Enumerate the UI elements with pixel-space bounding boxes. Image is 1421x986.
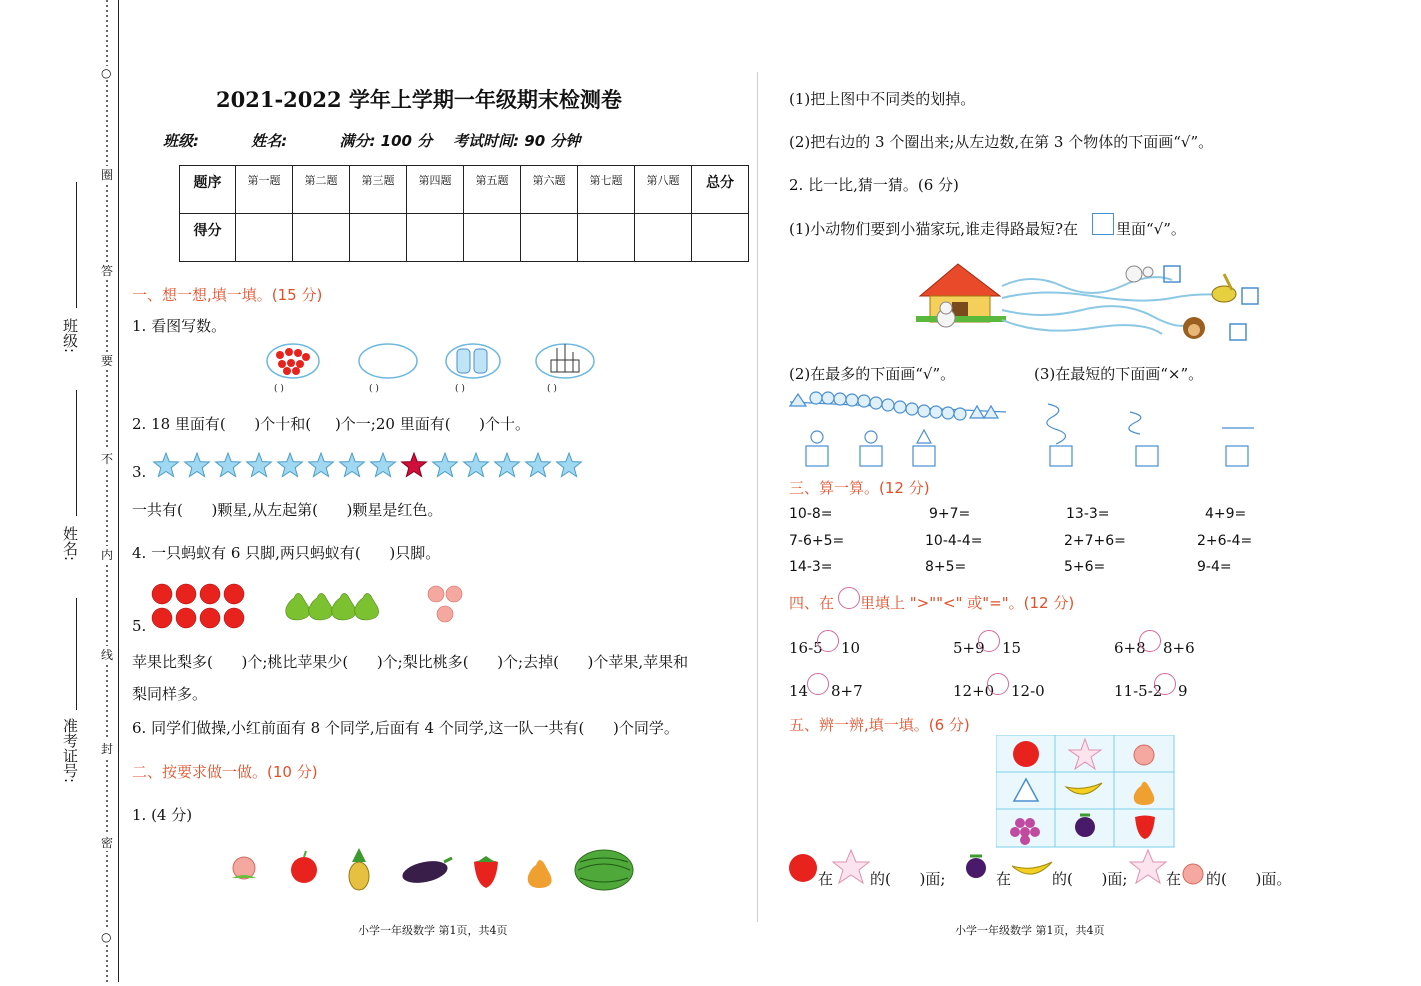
score-input-cell[interactable] [350,214,407,262]
star-icon [1130,850,1166,883]
compare-circle[interactable] [817,630,839,652]
binding-margin-char: 封 [101,742,114,756]
compare-left: 11-5-2 [1114,682,1163,700]
blank-1[interactable]: ( ) [274,384,284,394]
calc-item[interactable]: 2+7+6= [1064,533,1126,549]
id-label: 准考证号: [61,718,79,784]
question-1-5-number: 5. [132,617,147,635]
score-cell: 第一题 [236,166,293,214]
score-input-cell[interactable] [236,214,293,262]
score-cell: 第七题 [578,166,635,214]
star-icon [371,453,396,477]
class-label: 班级: [61,318,79,354]
binding-margin-char: ○ [101,66,112,80]
bead-string-icon [790,392,1006,420]
monkey-icon [1183,317,1205,339]
peach-group-icon [428,586,462,622]
star-icon [340,453,365,477]
answer-box-giraffe [1242,288,1258,304]
eggplant-icon [966,856,986,878]
pear-icon [528,860,552,888]
squiggle-lines-icon [1047,404,1254,466]
score-input-cell[interactable] [578,214,635,262]
star-icon [464,453,489,477]
answer-box[interactable] [1092,213,1114,235]
score-cell: 题序 [180,166,236,214]
id-underline [76,598,77,710]
score-input-cell[interactable] [521,214,578,262]
score-input-cell[interactable] [293,214,350,262]
question-1-1: 1. 看图写数。 [132,317,227,335]
score-cell: 第六题 [521,166,578,214]
section-4-heading-b: 里填上 ">""<" 或"="。(12 分) [860,594,1075,612]
question-1-6: 6. 同学们做操,小红前面有 8 个同学,后面有 4 个同学,这一队一共有( )个同学。 [132,719,679,737]
house-icon [916,264,1006,322]
calc-item[interactable]: 4+9= [1205,506,1247,522]
binding-margin-char: ○ [101,930,112,944]
apple-icon [291,851,317,883]
question-2-2-3: (3)在最短的下面画“×”。 [1034,365,1204,383]
star-icon [247,453,272,477]
eggplant-icon [400,857,452,886]
score-cell: 第三题 [350,166,407,214]
watermelon-icon [575,850,633,890]
question-1-3-text: 一共有( )颗星,从左起第( )颗星是红色。 [132,501,443,519]
fruit-classify-row [222,844,642,896]
binding-margin-char: 不 [101,452,114,466]
binding-margin-char: 答 [101,264,114,278]
section-2-heading: 二、按要求做一做。(10 分) [132,763,318,781]
star-icon [154,453,179,477]
abacus-plate-icon [536,344,594,378]
pear-group-icon [286,593,379,620]
peach-icon [232,857,256,879]
apple-group-icon [152,584,244,628]
score-header-row [180,166,749,214]
calc-item[interactable]: 9+7= [929,506,971,522]
compare-right: 8+6 [1163,639,1195,657]
question-2-2-2: (2)在最多的下面画“√”。 [789,365,956,383]
peach-icon [1183,864,1203,884]
pineapple-icon [349,848,369,890]
blank-4[interactable]: ( ) [547,384,557,394]
question-1-5-line1: 苹果比梨多( )个;桃比苹果少( )个;梨比桃多( )个;去掉( )个苹果,苹果和 [132,653,689,671]
fill-text-1: 在 [818,870,834,888]
binding-margin-char: 线 [101,648,114,662]
score-input-cell[interactable] [635,214,692,262]
red-star-icon [402,453,427,477]
calc-item[interactable]: 10-8= [789,506,833,522]
binding-margin-char: 圈 [101,168,114,182]
animal-path-picture [912,254,1262,354]
question-2-2-1b: 里面“√”。 [1116,220,1186,238]
apple-icon [789,854,817,882]
fill-text-3: 在 [996,870,1012,888]
section-3-heading: 三、算一算。(12 分) [789,479,930,497]
section-1-heading: 一、想一想,填一填。(15 分) [132,286,323,304]
star-icon [185,453,210,477]
blank-3[interactable]: ( ) [455,384,465,394]
compare-shapes [786,386,1266,472]
pencil-plate-icon [446,344,500,378]
rabbit-icon [1126,266,1153,282]
score-table [179,165,749,262]
fill-text-2[interactable]: 的( )面; [870,870,946,888]
compare-right: 12-0 [1011,682,1045,700]
binding-margin-char: 要 [101,354,114,368]
compare-left: 12+0 [953,682,995,700]
section-5-heading: 五、辨一辨,填一填。(6 分) [789,716,970,734]
compare-right: 8+7 [831,682,863,700]
fill-text-4[interactable]: 的( )面; [1052,870,1128,888]
score-row-label[interactable]: 得分 [180,214,236,262]
question-2-2-1a: (1)小动物们要到小猫家玩,谁走得路最短?在 [789,220,1079,238]
compare-circle[interactable] [807,673,829,695]
star-icon [495,453,520,477]
fill-text-5: 在 [1166,870,1182,888]
calc-item[interactable]: 8+5= [925,559,967,575]
strawberry-plate-icon [267,344,319,378]
star-row [150,450,600,482]
compare-left: 6+8 [1114,639,1146,657]
section-4-heading-a: 四、在 [789,594,835,612]
score-value-row [180,214,749,262]
position-grid [996,735,1176,849]
question-1-5-line2: 梨同样多。 [132,685,208,703]
compare-right: 9 [1178,682,1188,700]
compare-circle[interactable] [1139,630,1161,652]
exam-info: 班级: 姓名: 满分: 100 分 考试时间: 90 分钟 [163,132,581,150]
star-icon [833,850,869,883]
page-divider [757,72,758,922]
banana-icon [1012,862,1052,874]
heading-circle-icon [838,587,860,609]
fruit-groups [148,578,498,634]
right-p1: (1)把上图中不同类的划掉。 [789,90,976,108]
page-title: 2021-2022 学年上学期一年级期末检测卷 [216,87,622,112]
star-icon [278,453,303,477]
binding-margin-char: 内 [101,548,114,562]
binding-margin-char: 密 [101,836,114,850]
score-input-cell[interactable] [692,214,749,262]
question-1-2: 2. 18 里面有( )个十和( )个一;20 里面有( )个十。 [132,415,531,433]
question-2-2: 2. 比一比,猜一猜。(6 分) [789,176,959,194]
empty-plate-icon [359,344,417,378]
compare-circle[interactable] [987,673,1009,695]
score-cell: 总分 [692,166,749,214]
star-icon [526,453,551,477]
answer-box-monkey [1230,324,1246,340]
score-input-cell[interactable] [464,214,521,262]
apple-icon [1013,741,1039,767]
question-1-3-number: 3. [132,463,147,481]
binding-solid-line [118,0,119,982]
score-cell: 第五题 [464,166,521,214]
compare-circle[interactable] [978,630,1000,652]
question-1-4: 4. 一只蚂蚁有 6 只脚,两只蚂蚁有( )只脚。 [132,544,441,562]
calc-item[interactable]: 13-3= [1066,506,1110,522]
fill-text-6[interactable]: 的( )面。 [1206,870,1292,888]
footer-right: 小学一年级数学 第1页，共4页 [955,924,1105,937]
strawberry-icon [474,856,498,888]
giraffe-icon [1212,274,1236,302]
score-cell: 第八题 [635,166,692,214]
question-2-1: 1. (4 分) [132,806,193,824]
calc-item[interactable]: 7-6+5= [789,533,845,549]
score-cell: 第二题 [293,166,350,214]
shape-stacks-icon [806,430,935,466]
name-underline [76,390,77,516]
class-underline [76,182,77,308]
star-icon [216,453,241,477]
compare-right: 10 [841,639,861,657]
score-input-cell[interactable] [407,214,464,262]
footer-left: 小学一年级数学 第1页，共4页 [358,924,508,937]
compare-left: 14 [789,682,809,700]
compare-circle[interactable] [1154,673,1176,695]
compare-right: 15 [1002,639,1022,657]
calc-item[interactable]: 2+6-4= [1197,533,1253,549]
calc-item[interactable]: 5+6= [1064,559,1106,575]
star-icon [309,453,334,477]
compare-left: 5+9 [953,639,985,657]
calc-item[interactable]: 14-3= [789,559,833,575]
right-p2: (2)把右边的 3 个圈出来;从左边数,在第 3 个物体的下面画“√”。 [789,133,1214,151]
calc-item[interactable]: 10-4-4= [925,533,983,549]
compare-left: 16-5 [789,639,823,657]
name-label: 姓名: [61,526,79,562]
peach-icon [1134,745,1154,765]
star-icon [557,453,582,477]
calc-item[interactable]: 9-4= [1197,559,1232,575]
star-icon [433,453,458,477]
score-cell: 第四题 [407,166,464,214]
blank-2[interactable]: ( ) [369,384,379,394]
